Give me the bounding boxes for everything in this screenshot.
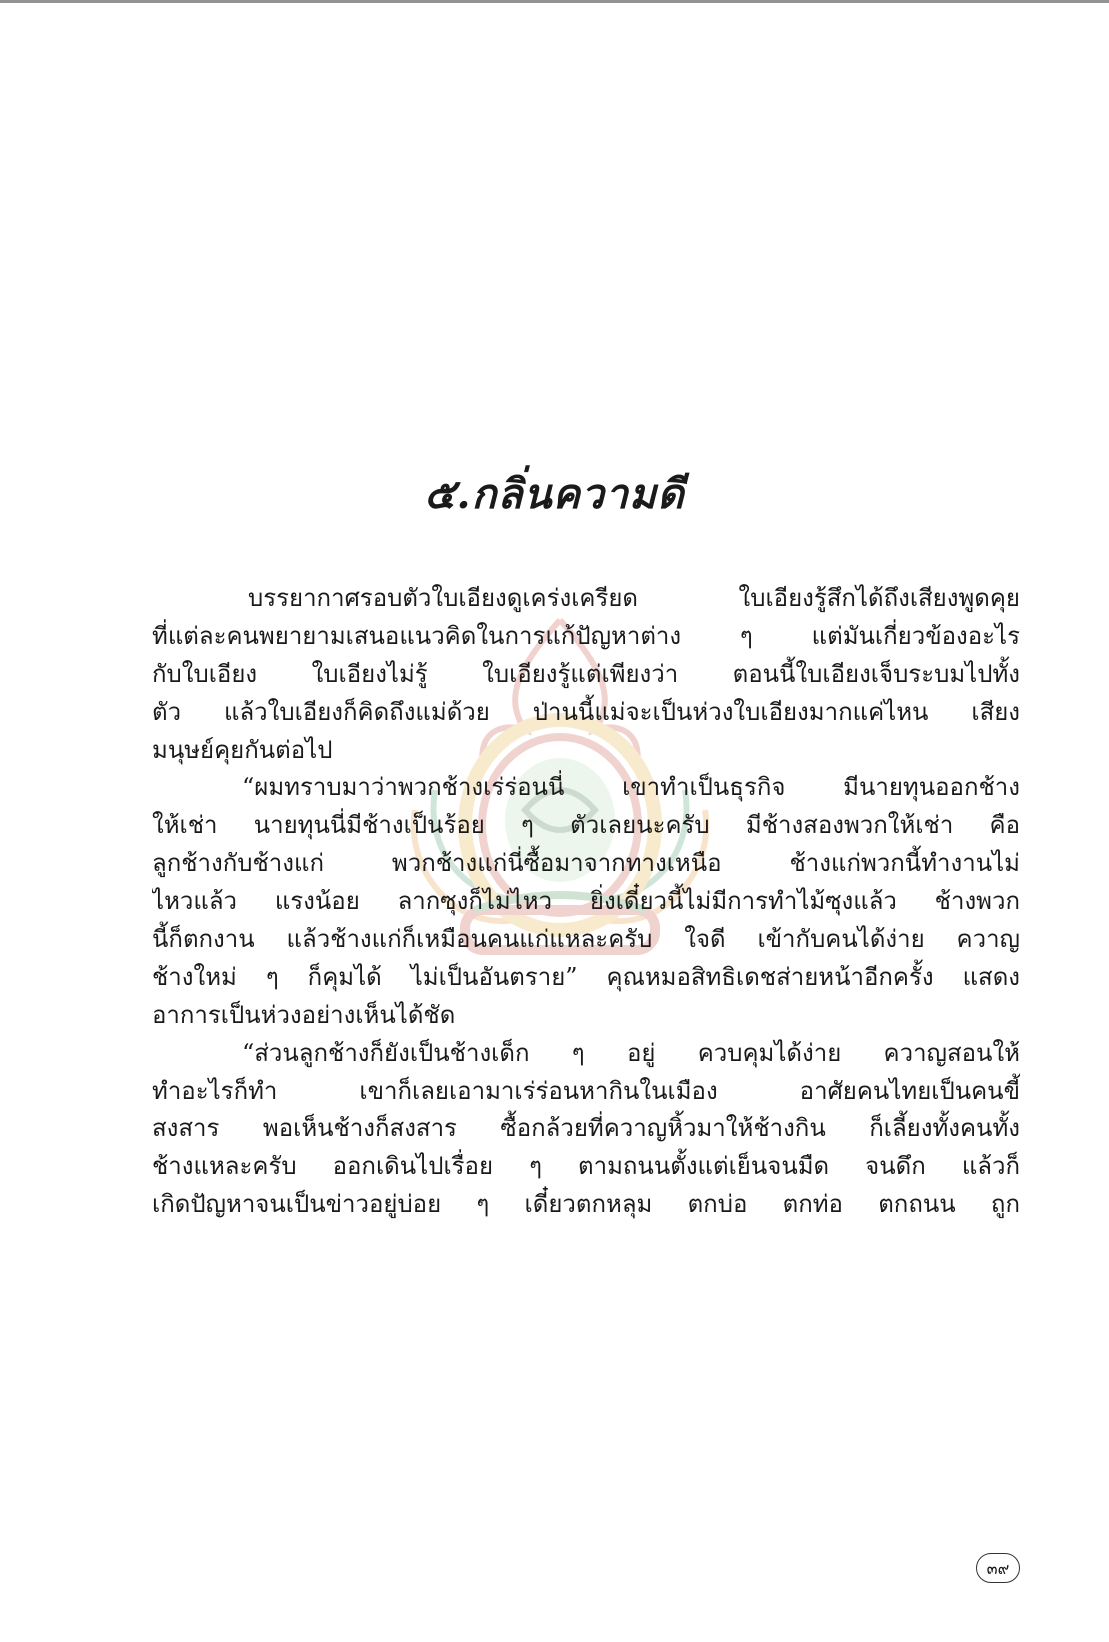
text-line: “ส่วนลูกช้างก็ยังเป็นช้างเด็ก ๆ อยู่ ควบคุมได้ง่าย ควาญสอนให้ [242, 1038, 1020, 1067]
text-line: ให้เช่า นายทุนนี่มีช้างเป็นร้อย ๆ ตัวเลยนะครับ มีช้างสองพวกให้เช่า คือ [152, 811, 1020, 840]
text-line: อาการเป็นห่วงอย่างเห็นได้ชัด [152, 1000, 456, 1029]
page-top-edge [0, 0, 1109, 3]
text-line: บรรยากาศรอบตัวใบเอียงดูเคร่งเครียด ใบเอียงรู้สึกได้ถึงเสียงพูดคุย [248, 584, 1020, 612]
text-line: ที่แต่ละคนพยายามเสนอแนวคิดในการแก้ปัญหาต่าง ๆ แต่มันเกี่ยวข้องอะไร [152, 621, 1020, 650]
text-line: กับใบเอียง ใบเอียงไม่รู้ ใบเอียงรู้แต่เพียงว่า ตอนนี้ใบเอียงเจ็บระบมไปทั้ง [152, 659, 1020, 688]
text-line: ช้างใหม่ ๆ ก็คุมได้ ไม่เป็นอันตราย” คุณหมอสิทธิเดชส่ายหน้าอีกครั้ง แสดง [152, 962, 1020, 991]
text-line: ไหวแล้ว แรงน้อย ลากซุงก็ไม่ไหว ยิ่งเดี๋ยวนี้ไม่มีการทำไม้ซุงแล้ว ช้างพวก [152, 887, 1020, 916]
text-line: ทำอะไรก็ทำ เขาก็เลยเอามาเร่ร่อนหากินในเมือง อาศัยคนไทยเป็นคนขี้ [152, 1076, 1020, 1105]
chapter-title: ๕.กลิ่นความดี [424, 470, 685, 518]
page-number: ๓๙ [976, 1553, 1020, 1583]
text-line: นี้ก็ตกงาน แล้วช้างแก่ก็เหมือนคนแก่แหละครับ ใจดี เข้ากับคนได้ง่าย ควาญ [152, 925, 1020, 954]
text-line: ช้างแหละครับ ออกเดินไปเรื่อย ๆ ตามถนนตั้งแต่เย็นจนมืด จนดึก แล้วก็ [152, 1152, 1020, 1181]
body-text [152, 580, 1020, 1224]
text-line: ลูกช้างกับช้างแก่ พวกช้างแก่นี่ซื้อมาจากทางเหนือ ช้างแก่พวกนี้ทำงานไม่ [152, 849, 1020, 878]
text-line: “ผมทราบมาว่าพวกช้างเร่ร่อนนี่ เขาทำเป็นธุรกิจ มีนายทุนออกช้าง [242, 773, 1020, 802]
text-line: ตัว แล้วใบเอียงก็คิดถึงแม่ด้วย ป่านนี้แม่จะเป็นห่วงใบเอียงมากแค่ไหน เสียง [152, 697, 1020, 726]
text-line: มนุษย์คุยกันต่อไป [152, 735, 333, 764]
text-line: สงสาร พอเห็นช้างก็สงสาร ซื้อกล้วยที่ควาญหิ้วมาให้ช้างกิน ก็เลี้ยงทั้งคนทั้ง [152, 1114, 1020, 1143]
text-line: เกิดปัญหาจนเป็นข่าวอยู่บ่อย ๆ เดี๋ยวตกหลุม ตกบ่อ ตกท่อ ตกถนน ถูก [152, 1190, 1020, 1219]
